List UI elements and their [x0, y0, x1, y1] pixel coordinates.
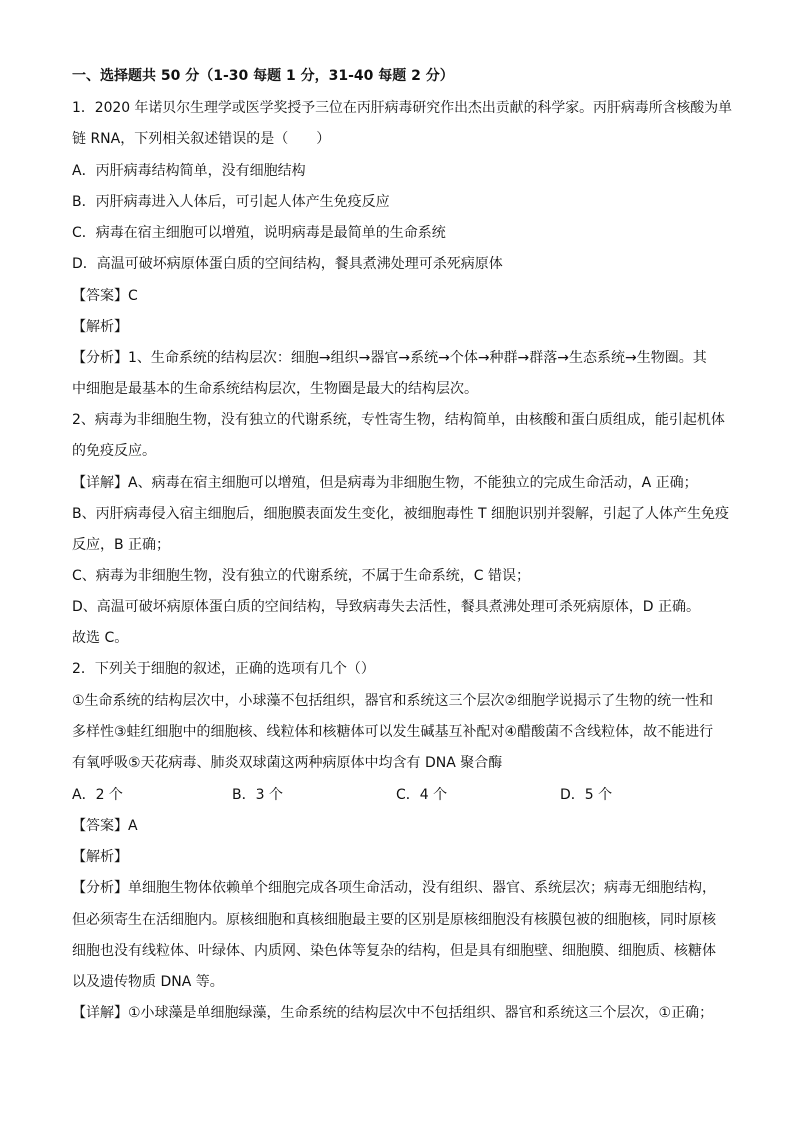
question-1-analysis-line: 故选 C。 — [72, 630, 129, 646]
question-1-option-b: B．丙肝病毒进入人体后，可引起人体产生免疫反应 — [72, 194, 390, 210]
question-2-analysis-line: 细胞也没有线粒体、叶绿体、内质网、染色体等复杂的结构，但是具有细胞壁、细胞膜、细胞质、核糖体 — [72, 943, 716, 959]
question-2-answer: 【答案】A — [72, 818, 138, 834]
question-1-answer: 【答案】C — [72, 288, 138, 304]
question-1-analysis-line: D、高温可破坏病原体蛋白质的空间结构，导致病毒失去活性，餐具煮沸处理可杀死病原体，D 正确。 — [72, 599, 701, 615]
question-1-analysis-line: 中细胞是最基本的生命系统结构层次，生物圈是最大的结构层次。 — [72, 381, 478, 397]
question-1-analysis-line: 【详解】A、病毒在宿主细胞可以增殖，但是病毒为非细胞生物，不能独立的完成生命活动，A 正确； — [72, 475, 698, 491]
question-2-analysis-label: 【解析】 — [72, 849, 128, 865]
question-1-analysis-line: 反应，B 正确； — [72, 537, 171, 553]
question-2-analysis-line: 以及遗传物质 DNA 等。 — [72, 974, 224, 990]
question-1-analysis-line: 2、病毒为非细胞生物，没有独立的代谢系统，专性寄生物，结构简单，由核酸和蛋白质组成，能引起机体 — [72, 412, 725, 428]
question-1-option-a: A．丙肝病毒结构简单，没有细胞结构 — [72, 163, 306, 179]
question-2-stem-line-3: 多样性③蛙红细胞中的细胞核、线粒体和核糖体可以发生碱基互补配对④醋酸菌不含线粒体，故不能进行 — [72, 724, 714, 740]
question-2-stem-line-2: ①生命系统的结构层次中，小球藻不包括组织，器官和系统这三个层次②细胞学说揭示了生物的统一性和 — [72, 693, 714, 709]
question-1-option-c: C．病毒在宿主细胞可以增殖，说明病毒是最简单的生命系统 — [72, 225, 446, 241]
question-1-analysis-label: 【解析】 — [72, 319, 128, 335]
question-2-option-c: C．4 个 — [396, 787, 448, 803]
question-2-option-d: D．5 个 — [560, 787, 613, 803]
question-2-options — [72, 785, 732, 805]
question-1-analysis-line: 的免疫反应。 — [72, 443, 156, 459]
question-1-analysis-line: B、丙肝病毒侵入宿主细胞后，细胞膜表面发生变化，被细胞毒性 T 细胞识别并裂解，引起了人体产生免疫 — [72, 506, 730, 522]
question-2-analysis-line: 【分析】单细胞生物体依赖单个细胞完成各项生命活动，没有组织、器官、系统层次；病毒无细胞结构， — [72, 880, 716, 896]
question-2-option-b: B．3 个 — [232, 787, 283, 803]
question-2-analysis-line: 【详解】①小球藻是单细胞绿藻，生命系统的结构层次中不包括组织、器官和系统这三个层次，①正确； — [72, 1005, 714, 1021]
question-1-analysis-line: C、病毒为非细胞生物，没有独立的代谢系统，不属于生命系统，C 错误； — [72, 568, 530, 584]
question-2-stem-line-1: 2．下列关于细胞的叙述，正确的选项有几个（） — [72, 661, 375, 677]
question-2-stem-line-4: 有氧呼吸⑤天花病毒、肺炎双球菌这两种病原体中均含有 DNA 聚合酶 — [72, 755, 503, 771]
question-2-analysis-line: 但必须寄生在活细胞内。原核细胞和真核细胞最主要的区别是原核细胞没有核膜包被的细胞核，同时原核 — [72, 912, 716, 928]
question-2-option-a: A．2 个 — [72, 787, 123, 803]
question-1-stem-line-2: 链 RNA，下列相关叙述错误的是（ ） — [72, 131, 331, 147]
section-header: 一、选择题共 50 分（1-30 每题 1 分，31-40 每题 2 分） — [72, 68, 454, 84]
question-1-stem-line-1: 1．2020 年诺贝尔生理学或医学奖授予三位在丙肝病毒研究作出杰出贡献的科学家。丙肝病毒所含核酸为单 — [72, 100, 732, 116]
question-1-option-d: D．高温可破坏病原体蛋白质的空间结构，餐具煮沸处理可杀死病原体 — [72, 256, 503, 272]
question-1-analysis-line: 【分析】1、生命系统的结构层次：细胞→组织→器官→系统→个体→种群→群落→生态系统→生物圈。其 — [72, 350, 707, 366]
